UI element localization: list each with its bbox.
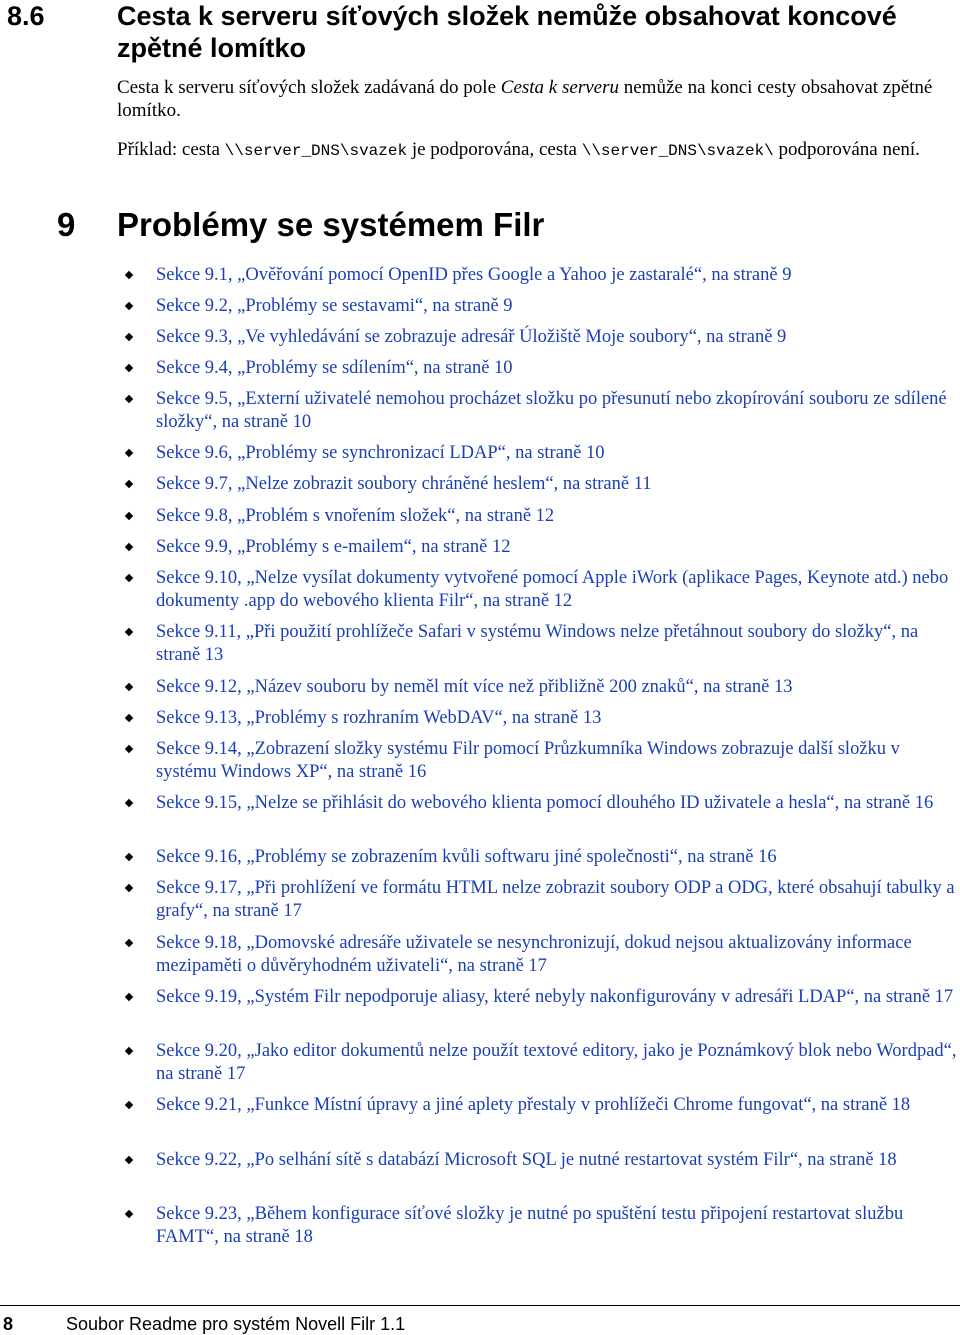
toc-link[interactable]: [156, 264, 958, 287]
diamond-bullet-icon: [125, 939, 133, 947]
toc-link[interactable]: [156, 846, 958, 869]
toc-link[interactable]: [156, 388, 958, 434]
diamond-bullet-icon: [125, 395, 133, 403]
diamond-bullet-icon: [125, 333, 133, 341]
toc-link[interactable]: [156, 676, 958, 699]
toc-link-text[interactable]: Sekce 9.17, „Při prohlížení ve formátu HTML nelze zobrazit soubory ODP a ODG, které obsahují tabulky a grafy“, na straně 17: [156, 878, 955, 921]
toc-link-text[interactable]: Sekce 9.2, „Problémy se sestavami“, na straně 9: [156, 296, 513, 316]
toc-link[interactable]: [156, 621, 958, 667]
diamond-bullet-icon: [125, 271, 133, 279]
toc-link-text[interactable]: Sekce 9.1, „Ověřování pomocí OpenID přes Google a Yahoo je zastaralé“, na straně 9: [156, 265, 792, 285]
section-title: Cesta k serveru síťových složek nemůže obsahovat koncové zpětné lomítko: [117, 1, 897, 63]
toc-link[interactable]: [156, 986, 958, 1009]
diamond-bullet-icon: [125, 884, 133, 892]
diamond-bullet-icon: [125, 543, 133, 551]
toc-link-text[interactable]: Sekce 9.6, „Problémy se synchronizací LDAP“, na straně 10: [156, 443, 605, 463]
toc-link[interactable]: [156, 738, 958, 784]
toc-link-text[interactable]: Sekce 9.13, „Problémy s rozhraním WebDAV“, na straně 13: [156, 708, 602, 728]
toc-link-text[interactable]: Sekce 9.11, „Při použití prohlížeče Safari v systému Windows nelze přetáhnout soubory do složky“, na straně 13: [156, 622, 919, 665]
code-path-unsupported: \\server_DNS\svazek\: [581, 142, 774, 160]
diamond-bullet-icon: [125, 1047, 133, 1055]
footer-document-title: Soubor Readme pro systém Novell Filr 1.1: [66, 1314, 406, 1334]
para-text: Příklad: cesta: [117, 139, 225, 160]
diamond-bullet-icon: [125, 574, 133, 582]
toc-link[interactable]: [156, 505, 958, 528]
diamond-bullet-icon: [125, 480, 133, 488]
toc-link[interactable]: [156, 567, 958, 613]
code-path-supported: \\server_DNS\svazek: [224, 142, 408, 160]
toc-link-text[interactable]: Sekce 9.19, „Systém Filr nepodporuje aliasy, které nebyly nakonfigurovány v adresáři LDAP“, na straně 17: [156, 987, 954, 1007]
paragraph-example: [117, 138, 952, 163]
diamond-bullet-icon: [125, 364, 133, 372]
diamond-bullet-icon: [125, 993, 133, 1001]
toc-link-text[interactable]: Sekce 9.9, „Problémy s e-mailem“, na straně 12: [156, 537, 511, 557]
chapter-number: 9: [57, 206, 76, 243]
toc-link-text[interactable]: Sekce 9.23, „Během konfigurace síťové složky je nutné po spuštění testu připojení restartovat službu FAMT“, na straně 18: [156, 1204, 904, 1247]
toc-link-text[interactable]: Sekce 9.7, „Nelze zobrazit soubory chráněné heslem“, na straně 11: [156, 474, 652, 494]
toc-link[interactable]: [156, 295, 958, 318]
toc-link-text[interactable]: Sekce 9.20, „Jako editor dokumentů nelze použít textové editory, jako je Poznámkový blok nebo Wordpad“, na straně 17: [156, 1041, 957, 1084]
toc-link-text[interactable]: Sekce 9.3, „Ve vyhledávání se zobrazuje adresář Úložiště Moje soubory“, na straně 9: [156, 327, 787, 347]
toc-link[interactable]: [156, 792, 958, 815]
diamond-bullet-icon: [125, 745, 133, 753]
diamond-bullet-icon: [125, 683, 133, 691]
toc-link[interactable]: [156, 1149, 958, 1172]
toc-link-text[interactable]: Sekce 9.12, „Název souboru by neměl mít více než přibližně 200 znaků“, na straně 13: [156, 677, 793, 697]
toc-link[interactable]: [156, 1040, 958, 1086]
toc-link[interactable]: [156, 1094, 958, 1117]
diamond-bullet-icon: [125, 1101, 133, 1109]
chapter-title: Problémy se systémem Filr: [117, 206, 545, 243]
diamond-bullet-icon: [125, 302, 133, 310]
para-text: Cesta k serveru síťových složek zadávaná do pole: [117, 77, 501, 98]
toc-link[interactable]: [156, 932, 958, 978]
toc-link[interactable]: [156, 707, 958, 730]
diamond-bullet-icon: [125, 628, 133, 636]
toc-link[interactable]: [156, 442, 958, 465]
toc-link-text[interactable]: Sekce 9.4, „Problémy se sdílením“, na straně 10: [156, 358, 513, 378]
toc-link-text[interactable]: Sekce 9.14, „Zobrazení složky systému Filr pomocí Průzkumníka Windows zobrazuje další složku v systému Windows XP“, na straně 16: [156, 739, 900, 782]
toc-link[interactable]: [156, 877, 958, 923]
toc-link[interactable]: [156, 1203, 958, 1249]
toc-link[interactable]: [156, 536, 958, 559]
toc-link-text[interactable]: Sekce 9.22, „Po selhání sítě s databází Microsoft SQL je nutné restartovat systém Filr“, na straně 18: [156, 1150, 897, 1170]
toc-link-text[interactable]: Sekce 9.8, „Problém s vnořením složek“, na straně 12: [156, 506, 555, 526]
para-text: podporována není.: [773, 139, 920, 160]
footer-divider: [0, 1305, 960, 1306]
diamond-bullet-icon: [125, 714, 133, 722]
toc-link-text[interactable]: Sekce 9.16, „Problémy se zobrazením kvůli softwaru jiné společnosti“, na straně 16: [156, 847, 777, 867]
toc-link-text[interactable]: Sekce 9.18, „Domovské adresáře uživatele se nesynchronizují, dokud nejsou aktualizovány informace mezipaměti o důvěryhodném uživateli“, na straně 17: [156, 933, 912, 976]
para-text: je podporována, cesta: [407, 139, 582, 160]
paragraph-trailing-backslash: [117, 76, 952, 122]
toc-link[interactable]: [156, 357, 958, 380]
toc-link-text[interactable]: Sekce 9.10, „Nelze vysílat dokumenty vytvořené pomocí Apple iWork (aplikace Pages, Keynote atd.) nebo dokumenty .app do webového klienta Filr“, na straně 12: [156, 568, 949, 611]
footer-page-number: 8: [3, 1314, 14, 1334]
toc-link-text[interactable]: Sekce 9.15, „Nelze se přihlásit do webového klienta pomocí dlouhého ID uživatele a hesla“, na straně 16: [156, 793, 934, 813]
diamond-bullet-icon: [125, 799, 133, 807]
diamond-bullet-icon: [125, 1156, 133, 1164]
toc-link-text[interactable]: Sekce 9.21, „Funkce Místní úpravy a jiné aplety přestaly v prohlížeči Chrome fungovat“, na straně 18: [156, 1095, 911, 1115]
section-number: 8.6: [7, 1, 45, 31]
toc-link-text[interactable]: Sekce 9.5, „Externí uživatelé nemohou procházet složku po přesunutí nebo zkopírování souboru ze sdílené složky“, na straně 10: [156, 389, 947, 432]
diamond-bullet-icon: [125, 1210, 133, 1218]
diamond-bullet-icon: [125, 512, 133, 520]
toc-link[interactable]: [156, 473, 958, 496]
diamond-bullet-icon: [125, 449, 133, 457]
para-text: nemůže na konci cesty obsahovat zpětné lomítko.: [117, 77, 933, 121]
field-name-italic: Cesta k serveru: [500, 77, 619, 98]
toc-link[interactable]: [156, 326, 958, 349]
diamond-bullet-icon: [125, 853, 133, 861]
